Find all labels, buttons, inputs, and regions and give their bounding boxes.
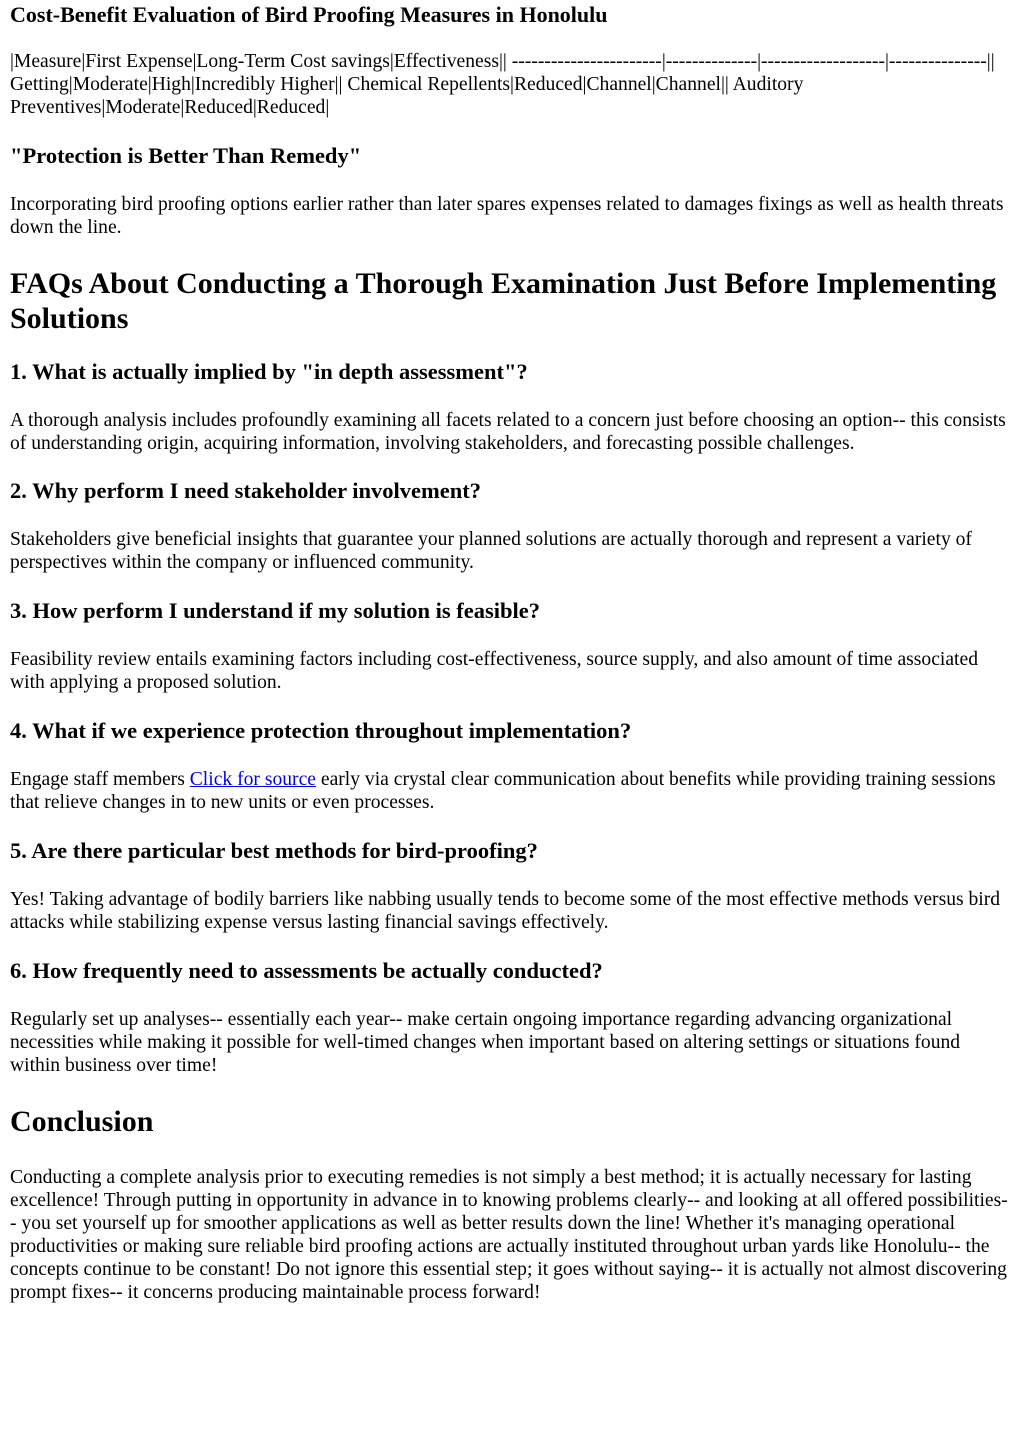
conclusion-heading: Conclusion: [10, 1105, 154, 1138]
faq-answer-4: [10, 768, 1014, 814]
faq-question-4: 4. What if we experience protection throughout implementation?: [10, 718, 632, 743]
faq-question-2: 2. Why perform I need stakeholder involvement?: [10, 478, 482, 503]
faq-answer-6: Regularly set up analyses-- essentially each year-- make certain ongoing importance regarding advancing organizational necessities while making it possible for well-timed changes when important based on altering settings or situations found within business over time!: [10, 1009, 961, 1076]
faq-answer-1: A thorough analysis includes profoundly examining all facets related to a concern just before choosing an option-- this consists of understanding origin, acquiring information, involving stakeholders, and forecasting possible challenges.: [10, 410, 1006, 454]
article: [10, 2, 1014, 1304]
faq-question-5: 5. Are there particular best methods for bird-proofing?: [10, 838, 538, 863]
faq-answer-4-before: Engage staff members: [10, 769, 190, 790]
source-link[interactable]: Click for source: [189, 769, 316, 790]
page-title: Cost-Benefit Evaluation of Bird Proofing Measures in Honolulu: [10, 2, 608, 27]
faq-question-6: 6. How frequently need to assessments be actually conducted?: [10, 958, 603, 983]
faq-answer-4-after: early via crystal clear communication about benefits while providing training sessions that relieve changes in to new units or even processes.: [10, 769, 996, 813]
faq-question-3: 3. How perform I understand if my solution is feasible?: [10, 598, 541, 623]
protection-heading: "Protection is Better Than Remedy": [10, 143, 362, 168]
faq-answer-2: Stakeholders give beneficial insights that guarantee your planned solutions are actually thorough and represent a variety of perspectives within the company or influenced community.: [10, 529, 972, 573]
faq-question-1: 1. What is actually implied by "in depth assessment"?: [10, 359, 528, 384]
faq-answer-3: Feasibility review entails examining factors including cost-effectiveness, source supply, and also amount of time associated with applying a proposed solution.: [10, 649, 978, 693]
protection-paragraph: Incorporating bird proofing options earlier rather than later spares expenses related to damages fixings as well as health threats down the line.: [10, 194, 1004, 238]
measures-table-text: |Measure|First Expense|Long-Term Cost savings|Effectiveness|| -----------------------|--------------|-------------------|---------------|| Getting|Moderate|High|Incredibly Higher|| Chemical Repellents|Reduced|Channel|Channel|| Auditory Preventives|Moderate|Reduced|Reduced|: [10, 51, 995, 118]
faq-heading: FAQs About Conducting a Thorough Examination Just Before Implementing Solutions: [10, 267, 997, 335]
faq-answer-5: Yes! Taking advantage of bodily barriers like nabbing usually tends to become some of the most effective methods versus bird attacks while stabilizing expense versus lasting financial savings effectively.: [10, 889, 1001, 933]
conclusion-paragraph: Conducting a complete analysis prior to executing remedies is not simply a best method; it is actually necessary for lasting excellence! Through putting in opportunity in advance in to knowing problems clearly-- and looking at all offered possibilities-- you set yourself up for smoother applications as well as better results down the line! Whether it's managing operational productivities or making sure reliable bird proofing actions are actually instituted throughout urban yards like Honolulu-- the concepts continue to be constant! Do not ignore this essential step; it goes without saying-- it is actually not almost discovering prompt fixes-- it concerns producing maintainable process forward!: [10, 1167, 1008, 1303]
